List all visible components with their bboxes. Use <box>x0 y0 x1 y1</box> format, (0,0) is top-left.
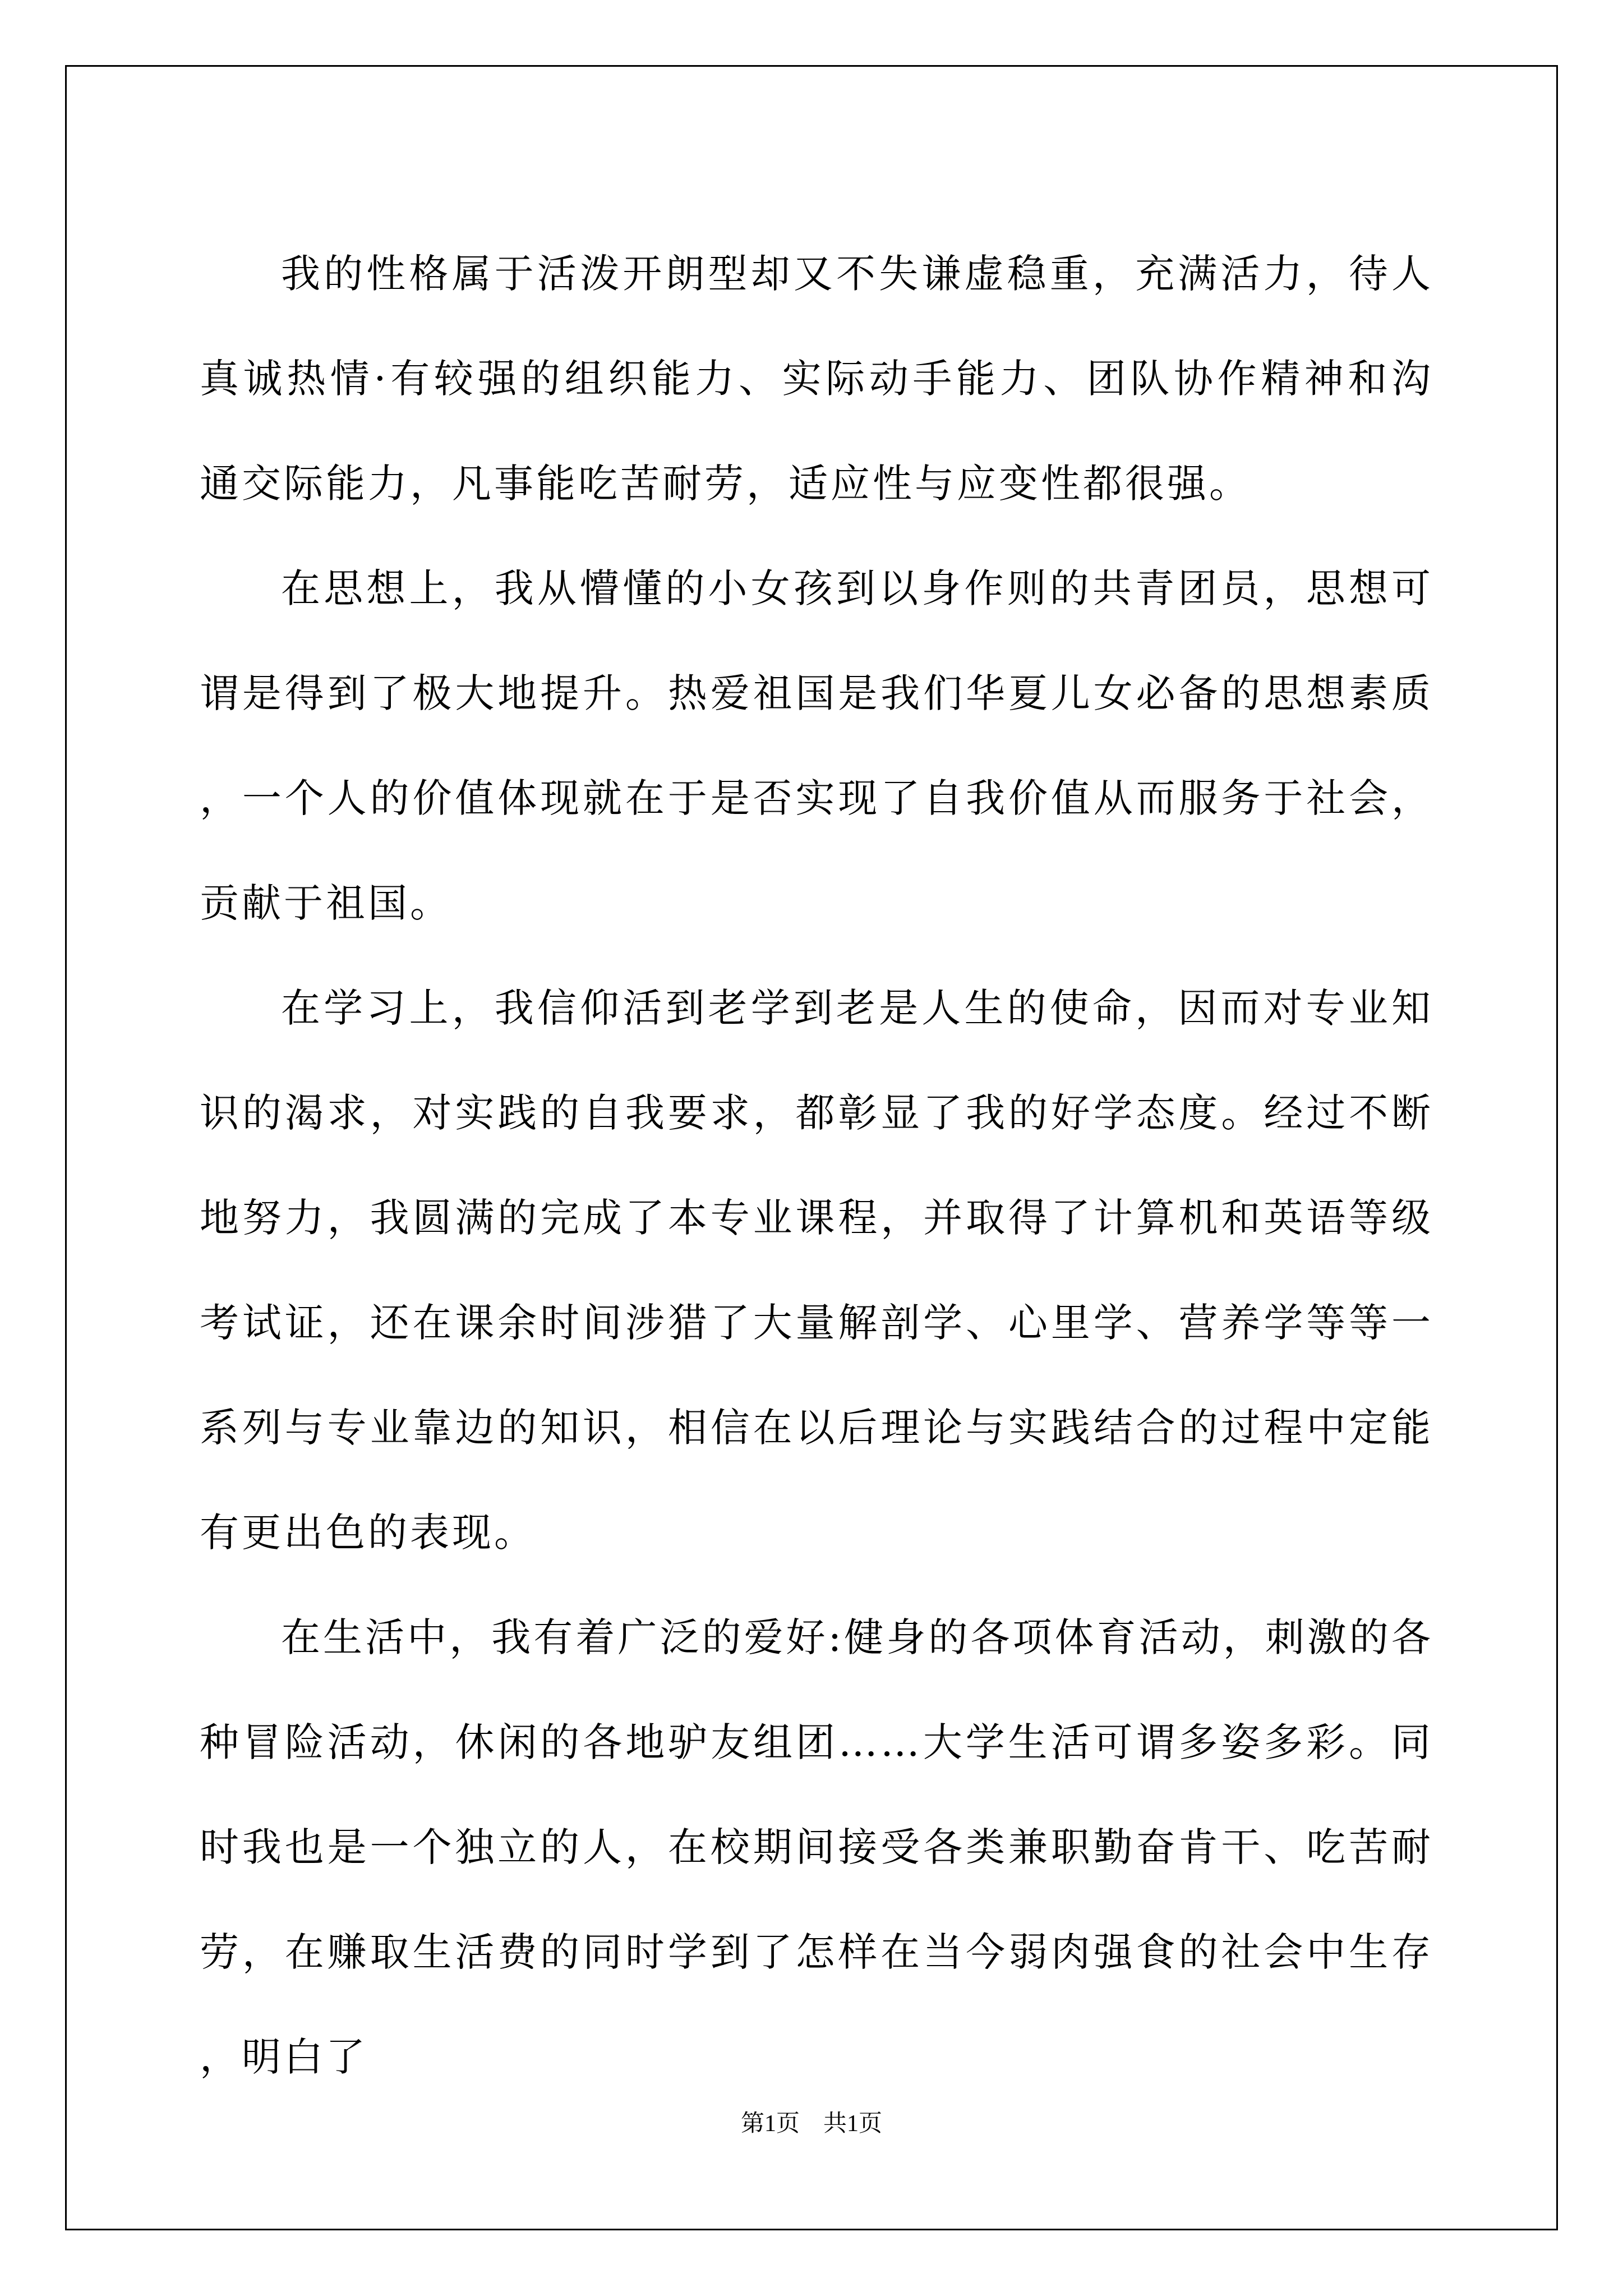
paragraph-thought: 在思想上，我从懵懂的小女孩到以身作则的共青团员，思想可谓是得到了极大地提升。热爱祖国是我们华夏儿女必备的思想素质，一个人的价值体现就在于是否实现了自我价值从而服务于社会，贡献于祖国。 <box>200 565 1433 926</box>
document-body <box>200 222 1433 2110</box>
paragraph-personality: 我的性格属于活泼开朗型却又不失谦虚稳重，充满活力，待人真诚热情·有较强的组织能力、实际动手能力、团队协作精神和沟通交际能力，凡事能吃苦耐劳，适应性与应变性都很强。 <box>200 251 1433 507</box>
paragraph-life: 在生活中，我有着广泛的爱好:健身的各项体育活动，刺激的各种冒险活动，休闲的各地驴友组团……大学生活可谓多姿多彩。同时我也是一个独立的人，在校期间接受各类兼职勤奋肯干、吃苦耐劳，在赚取生活费的同时学到了怎样在当今弱肉强食的社会中生存，明白了 <box>200 1614 1433 2080</box>
page-footer: 第1页 共1页 <box>740 2111 882 2137</box>
paragraph-study: 在学习上，我信仰活到老学到老是人生的使命，因而对专业知识的渴求，对实践的自我要求，都彰显了我的好学态度。经过不断地努力，我圆满的完成了本专业课程，并取得了计算机和英语等级考试证，还在课余时间涉猎了大量解剖学、心里学、营养学等等一系列与专业靠边的知识，相信在以后理论与实践结合的过程中定能有更出色的表现。 <box>200 985 1433 1556</box>
